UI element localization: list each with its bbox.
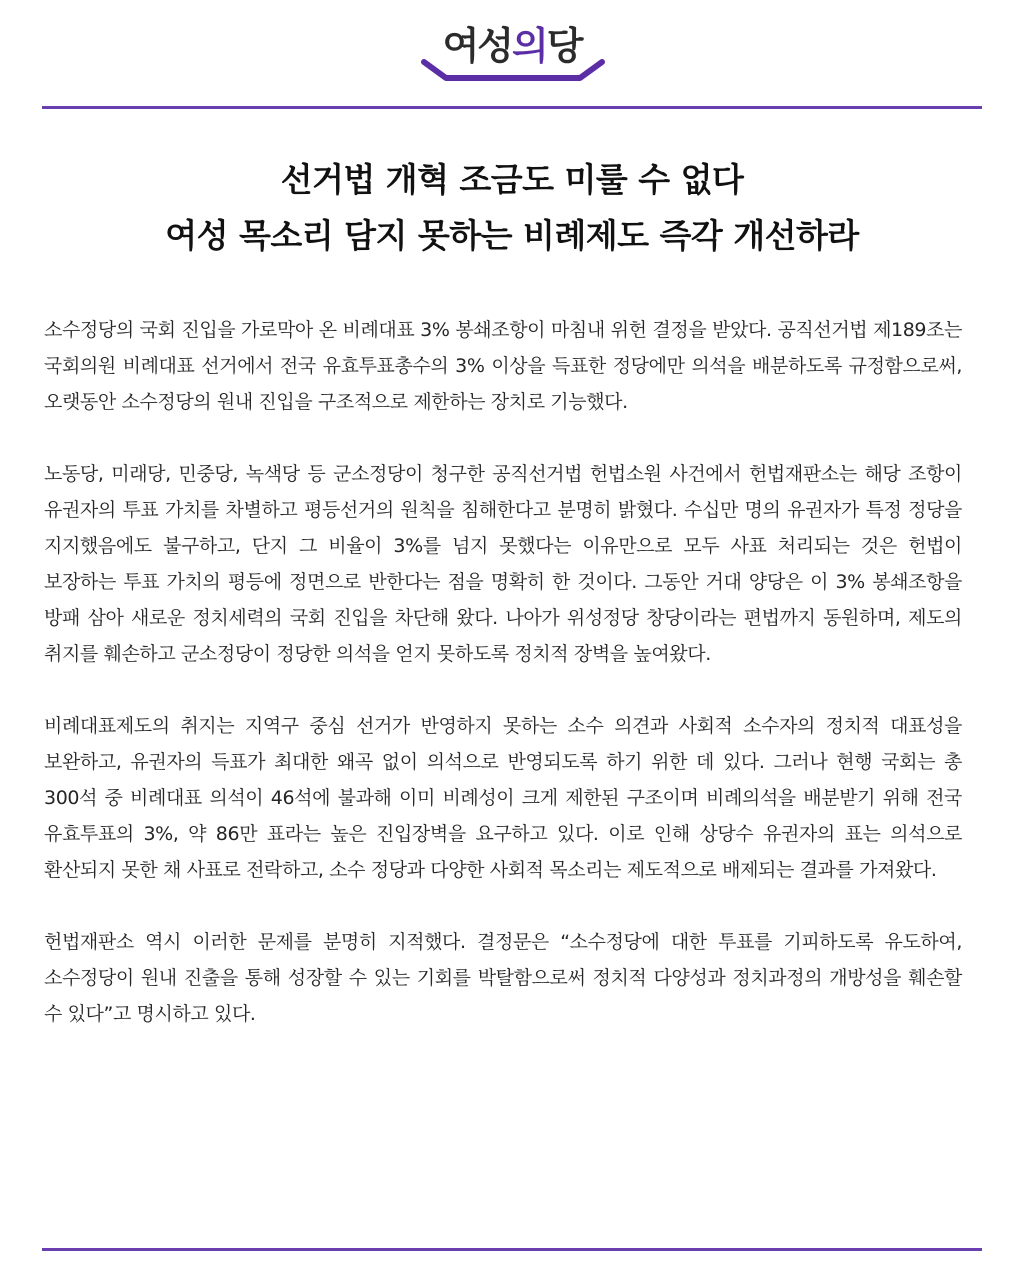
- logo-text-part3: 당: [546, 24, 582, 68]
- bottom-divider: [42, 1248, 982, 1251]
- paragraph: 헌법재판소 역시 이러한 문제를 분명히 지적했다. 결정문은 “소수정당에 대한 투표를 기피하도록 유도하여, 소수정당이 원내 진출을 통해 성장할 수 있는 기회를 박탈함으로써 정치적 다양성과 정치과정의 개방성을 훼손할 수 있다”고 명시하고 있다.: [44, 931, 962, 1025]
- logo-text-part1: 여성: [442, 24, 512, 68]
- logo-text-accent: 의: [511, 24, 547, 68]
- party-logo: [0, 22, 1024, 86]
- paragraph: 소수정당의 국회 진입을 가로막아 온 비례대표 3% 봉쇄조항이 마침내 위헌 결정을 받았다. 공직선거법 제189조는 국회의원 비례대표 선거에서 전국 유효투표총수의 3% 이상을 득표한 정당에만 의석을 배분하도록 규정함으로써, 오랫동안 소수정당의 원내 진입을 구조적으로 제한하는 장치로 기능했다.: [44, 319, 962, 413]
- headline: [0, 152, 1024, 264]
- paragraph: 비례대표제도의 취지는 지역구 중심 선거가 반영하지 못하는 소수 의견과 사회적 소수자의 정치적 대표성을 보완하고, 유권자의 득표가 최대한 왜곡 없이 의석으로 반영되도록 하기 위한 데 있다. 그러나 현행 국회는 총 300석 중 비례대표 의석이 46석에 불과해 이미 비례성이 크게 제한된 구조이며 비례의석을 배분받기 위해 전국 유효투표의 3%, 약 86만 표라는 높은 진입장벽을 요구하고 있다. 이로 인해 상당수 유권자의 표는 의석으로 환산되지 못한 채 사표로 전락하고, 소수 정당과 다양한 사회적 목소리는 제도적으로 배제되는 결과를 가져왔다.: [44, 715, 962, 881]
- top-divider: [42, 106, 982, 109]
- headline-line-2: 여성 목소리 담지 못하는 비례제도 즉각 개선하라: [165, 216, 859, 255]
- logo-swoosh-icon: [420, 58, 606, 82]
- statement-body: [44, 312, 962, 1068]
- headline-line-1: 선거법 개혁 조금도 미룰 수 없다: [280, 160, 744, 199]
- paragraph: 노동당, 미래당, 민중당, 녹색당 등 군소정당이 청구한 공직선거법 헌법소원 사건에서 헌법재판소는 해당 조항이 유권자의 투표 가치를 차별하고 평등선거의 원칙을 침해한다고 분명히 밝혔다. 수십만 명의 유권자가 특정 정당을 지지했음에도 불구하고, 단지 그 비율이 3%를 넘지 못했다는 이유만으로 모두 사표 처리되는 것은 헌법이 보장하는 투표 가치의 평등에 정면으로 반한다는 점을 명확히 한 것이다. 그동안 거대 양당은 이 3% 봉쇄조항을 방패 삼아 새로운 정치세력의 국회 진입을 차단해 왔다. 나아가 위성정당 창당이라는 편법까지 동원하며, 제도의 취지를 훼손하고 군소정당이 정당한 의석을 얻지 못하도록 정치적 장벽을 높여왔다.: [44, 463, 962, 665]
